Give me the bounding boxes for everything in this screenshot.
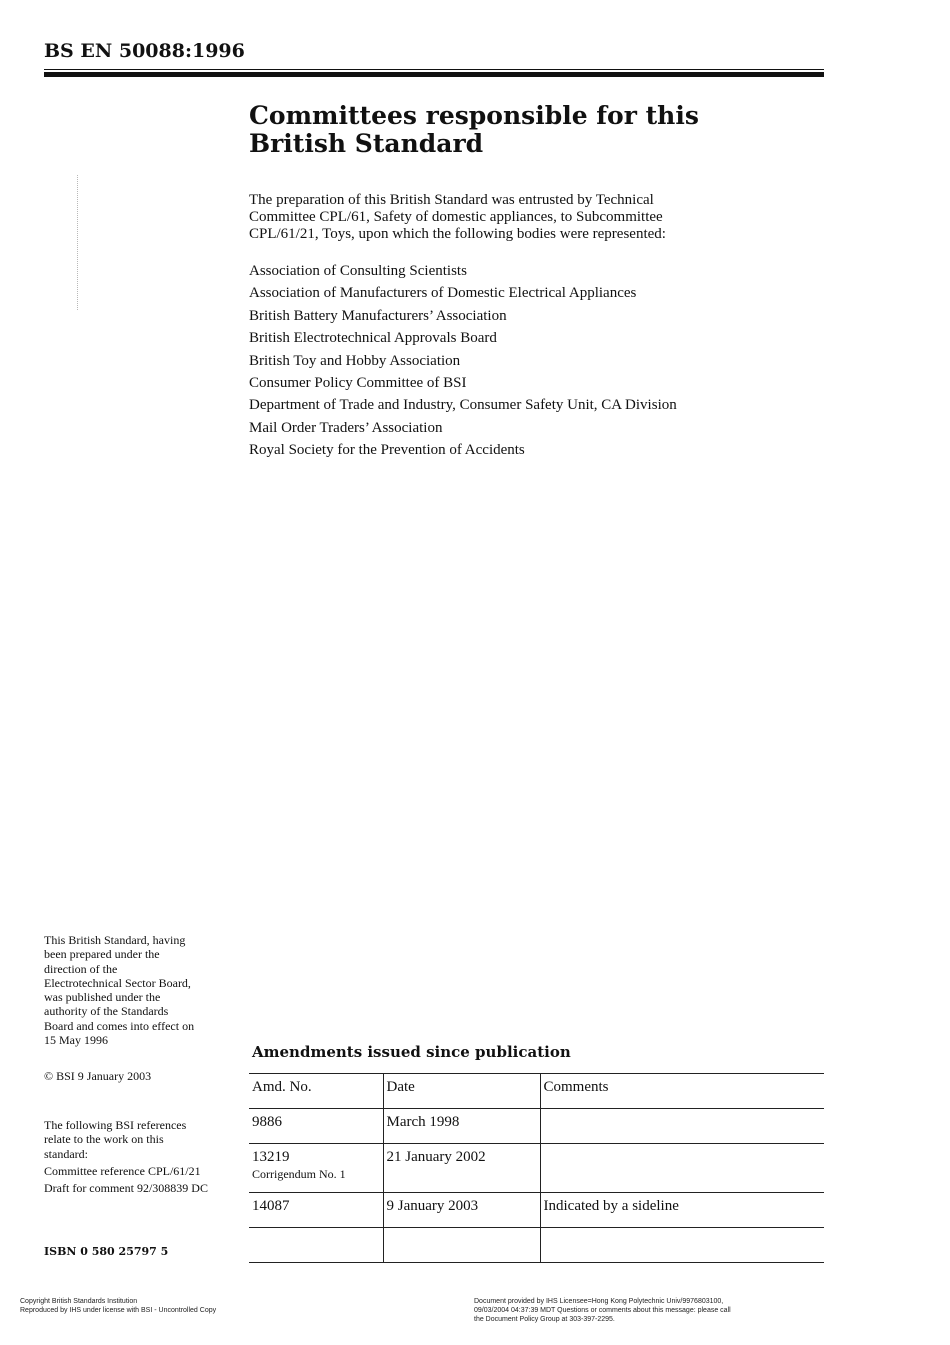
intro-line: CPL/61/21, Toys, upon which the following bodies were represented:	[249, 226, 666, 242]
intro-paragraph	[249, 192, 809, 243]
note-line: This British Standard, having	[44, 933, 186, 947]
list-item: British Battery Manufacturers’ Association	[249, 307, 507, 324]
column-header: Comments	[540, 1074, 824, 1109]
footer-line: 09/03/2004 04:37:39 MDT Questions or comments about this message: please call	[474, 1307, 731, 1314]
date-cell	[383, 1228, 540, 1263]
represented-bodies-list	[249, 260, 677, 462]
note-line: Board and comes into effect on	[44, 1018, 195, 1033]
footer-copyright	[20, 1297, 216, 1315]
table-row	[249, 1193, 824, 1228]
amendments-table	[249, 1073, 824, 1263]
footer-line: Reproduced by IHS under license with BSI - Uncontrolled Copy	[20, 1307, 217, 1314]
footer-line: Copyright British Standards Institution	[20, 1298, 138, 1305]
amd-no-cell: 14087	[249, 1193, 383, 1228]
amd-no-cell: 13219 Corrigendum No. 1	[249, 1144, 383, 1193]
margin-dotted-mark	[77, 175, 80, 310]
comments-cell: Indicated by a sideline	[540, 1193, 824, 1228]
list-item: British Toy and Hobby Association	[249, 352, 461, 369]
intro-line: Committee CPL/61, Safety of domestic appliances, to Subcommittee	[249, 209, 663, 225]
list-item: Mail Order Traders’ Association	[249, 419, 443, 436]
comments-cell	[540, 1144, 824, 1193]
list-item: Consumer Policy Committee of BSI	[249, 375, 467, 392]
note-line: been prepared under the	[44, 947, 160, 962]
date-cell: 21 January 2002	[383, 1144, 540, 1193]
note-line: authority of the Standards	[44, 1004, 169, 1019]
comments-cell	[540, 1109, 824, 1144]
document-code: BS EN 50088:1996	[44, 40, 245, 62]
date-cell: 9 January 2003	[383, 1193, 540, 1228]
column-header: Amd. No.	[249, 1074, 383, 1109]
ref-intro-line: relate to the work on this	[44, 1132, 164, 1147]
comments-cell	[540, 1228, 824, 1263]
footer-provider-notice	[474, 1297, 794, 1324]
date-cell: March 1998	[383, 1109, 540, 1144]
title-line: Committees responsible for this	[249, 101, 699, 130]
note-line: 15 May 1996	[44, 1033, 108, 1048]
amd-no-cell: 9886	[249, 1109, 383, 1144]
title-line: British Standard	[249, 129, 484, 158]
table-row	[249, 1228, 824, 1263]
isbn: ISBN 0 580 25797 5	[44, 1245, 169, 1258]
ref-intro-line: The following BSI references	[44, 1118, 187, 1132]
header-rule-thin	[44, 69, 824, 70]
table-header-row	[249, 1074, 824, 1109]
header-rule-thick	[44, 72, 824, 77]
intro-line: The preparation of this British Standard was entrusted by Technical	[249, 192, 654, 208]
footer-line: the Document Policy Group at 303-397-2295.	[474, 1316, 615, 1323]
publication-note	[44, 933, 244, 1047]
list-item: British Electrotechnical Approvals Board	[249, 330, 497, 347]
amd-no-cell	[249, 1228, 383, 1263]
note-line: direction of the	[44, 961, 118, 976]
bsi-references	[44, 1118, 249, 1195]
note-line: Electrotechnical Sector Board,	[44, 975, 191, 990]
column-header: Date	[383, 1074, 540, 1109]
list-item: Association of Manufacturers of Domestic Electrical Appliances	[249, 285, 637, 302]
draft-for-comment: Draft for comment 92/308839 DC	[44, 1181, 208, 1196]
ref-intro-line: standard:	[44, 1146, 88, 1161]
amendments-heading: Amendments issued since publication	[252, 1043, 571, 1061]
committee-reference: Committee reference CPL/61/21	[44, 1163, 201, 1178]
footer-line: Document provided by IHS Licensee=Hong Kong Polytechnic Univ/9976803100,	[474, 1298, 724, 1305]
table-row	[249, 1109, 824, 1144]
note-line: was published under the	[44, 990, 161, 1005]
list-item: Department of Trade and Industry, Consumer Safety Unit, CA Division	[249, 397, 677, 414]
table-row	[249, 1144, 824, 1193]
copyright-notice: © BSI 9 January 2003	[44, 1069, 152, 1083]
corrigendum-label: Corrigendum No. 1	[252, 1167, 346, 1181]
list-item: Association of Consulting Scientists	[249, 263, 467, 279]
page-title	[249, 102, 769, 158]
list-item: Royal Society for the Prevention of Accidents	[249, 442, 525, 459]
